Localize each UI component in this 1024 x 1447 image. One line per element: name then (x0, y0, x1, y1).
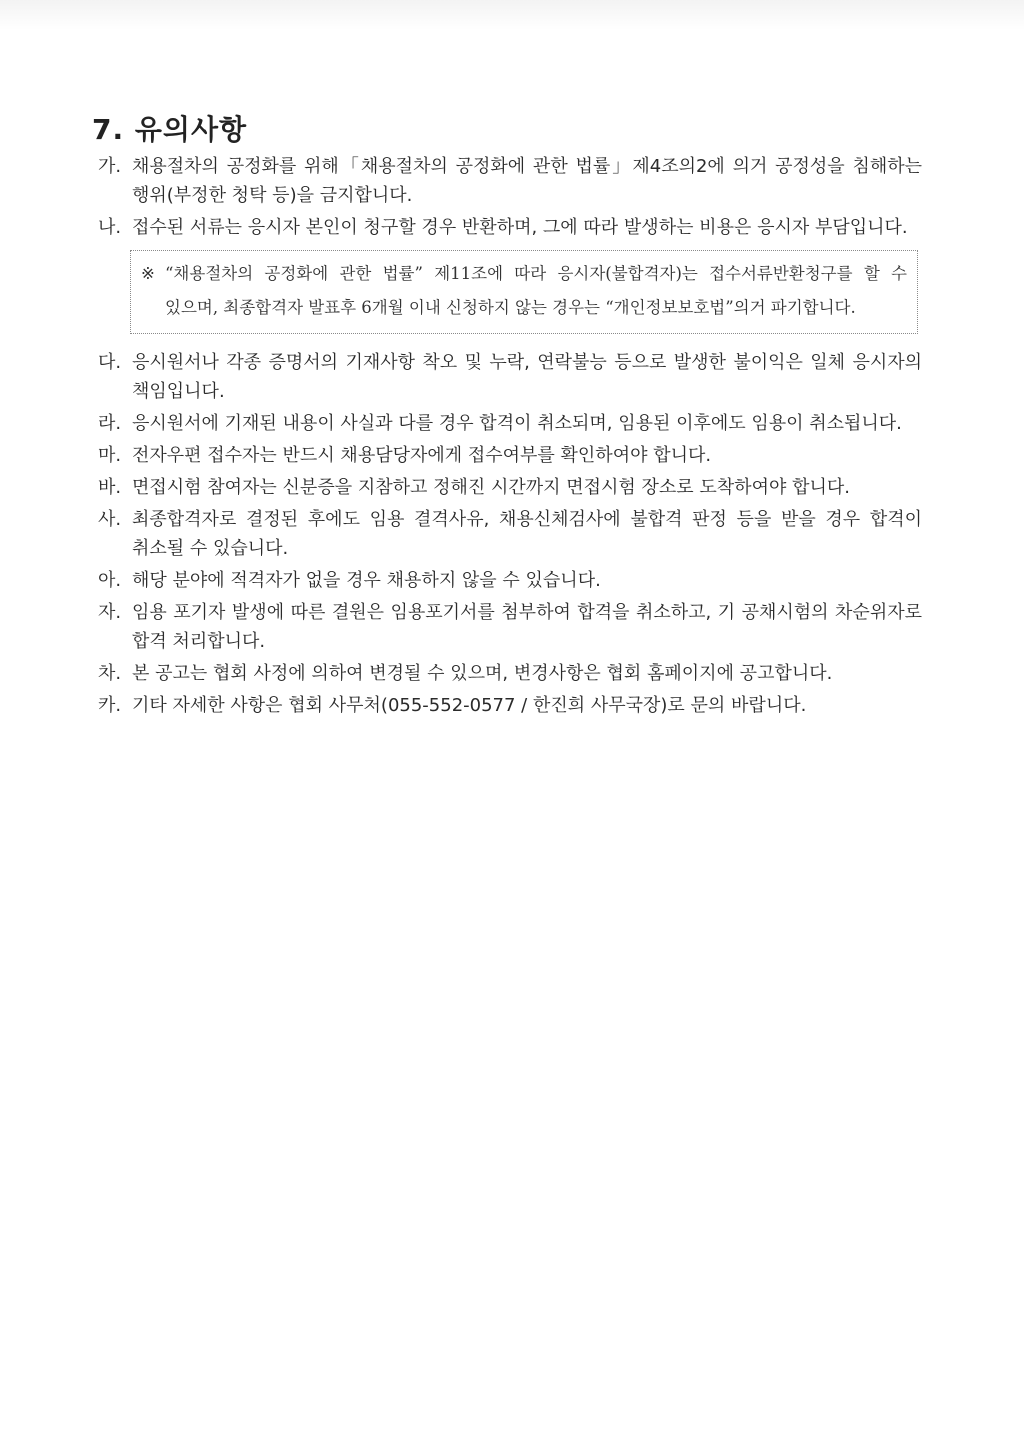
note-item-marker: 라. (98, 413, 122, 434)
section-number: 7. (92, 113, 125, 146)
note-item (98, 598, 922, 656)
note-item (98, 505, 922, 563)
notice-marker: ※ (141, 264, 155, 283)
note-item-text: 전자우편 접수자는 반드시 채용담당자에게 접수여부를 확인하여야 합니다. (132, 445, 712, 466)
note-item (98, 659, 922, 688)
note-item-text: 최종합격자로 결정된 후에도 임용 결격사유, 채용신체검사에 불합격 판정 등을 받을 경우 합격이 취소될 수 있습니다. (132, 509, 922, 559)
note-item (98, 409, 922, 438)
notice-box (130, 250, 918, 334)
note-item-marker: 카. (98, 695, 122, 716)
note-item (98, 348, 922, 406)
note-item-text: 채용절차의 공정화를 위해「채용절차의 공정화에 관한 법률」제4조의2에 의거 공정성을 침해하는 행위(부정한 청탁 등)을 금지합니다. (132, 156, 922, 206)
note-item-marker: 마. (98, 445, 122, 466)
note-item-marker: 차. (98, 663, 122, 684)
note-item-text: 접수된 서류는 응시자 본인이 청구할 경우 반환하며, 그에 따라 발생하는 비용은 응시자 부담입니다. (132, 217, 908, 238)
note-item-text: 본 공고는 협회 사정에 의하여 변경될 수 있으며, 변경사항은 협회 홈페이지에 공고합니다. (132, 663, 833, 684)
note-item (98, 691, 922, 720)
note-item-text: 응시원서에 기재된 내용이 사실과 다를 경우 합격이 취소되며, 임용된 이후에도 임용이 취소됩니다. (132, 413, 902, 434)
section-title (92, 108, 247, 148)
note-item-marker: 다. (98, 352, 122, 373)
note-item (98, 473, 922, 502)
note-item (98, 152, 922, 210)
notes-list (98, 152, 922, 723)
note-item-text: 기타 자세한 사항은 협회 사무처(055-552-0577 / 한진희 사무국장)로 문의 바랍니다. (132, 695, 807, 716)
notice-text: “채용절차의 공정화에 관한 법률” 제11조에 따라 응시자(불합격자)는 접수서류반환청구를 할 수 있으며, 최종합격자 발표후 6개월 이내 신청하지 않는 경우는 “개인정보보호법”의거 파기합니다. (165, 264, 907, 317)
note-item (98, 566, 922, 595)
note-item-text: 응시원서나 각종 증명서의 기재사항 착오 및 누락, 연락불능 등으로 발생한 불이익은 일체 응시자의 책임입니다. (132, 352, 922, 402)
note-item-marker: 자. (98, 602, 122, 623)
note-item-marker: 바. (98, 477, 122, 498)
note-item-marker: 사. (98, 509, 122, 530)
note-item-text: 해당 분야에 적격자가 없을 경우 채용하지 않을 수 있습니다. (132, 570, 601, 591)
note-item-marker: 아. (98, 570, 122, 591)
note-item-text: 임용 포기자 발생에 따른 결원은 임용포기서를 첨부하여 합격을 취소하고, 기 공채시험의 차순위자로 합격 처리합니다. (132, 602, 922, 652)
note-item (98, 441, 922, 470)
note-item-marker: 나. (98, 217, 122, 238)
section-heading: 유의사항 (134, 113, 248, 146)
note-item-marker: 가. (98, 156, 122, 177)
scan-edge-shadow (0, 0, 1024, 30)
note-item-text: 면접시험 참여자는 신분증을 지참하고 정해진 시간까지 면접시험 장소로 도착하여야 합니다. (132, 477, 850, 498)
note-item (98, 213, 922, 242)
